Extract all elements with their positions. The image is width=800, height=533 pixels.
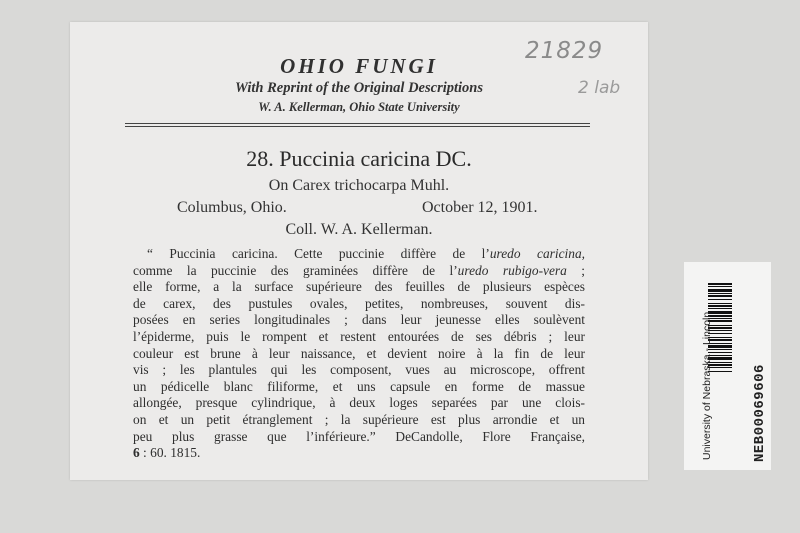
original-description bbox=[133, 246, 585, 462]
barcode-institution: University of Nebraska - Lincoln bbox=[701, 311, 713, 460]
host-plant: On Carex trichocarpa Muhl. bbox=[268, 177, 450, 194]
header-author: W. A. Kellerman, Ohio State University bbox=[258, 100, 460, 114]
header-rule bbox=[125, 123, 590, 124]
collection-date: October 12, 1901. bbox=[422, 199, 538, 216]
species-name: 28. Puccinia caricina DC. bbox=[246, 146, 472, 171]
header-rule bbox=[125, 126, 590, 127]
handwritten-number: 21829 bbox=[525, 38, 604, 64]
description-line: posées en series longitudinales ; dans leur jeunesse elles soulèvent bbox=[133, 312, 585, 328]
description-line: l’épiderme, puis le rompent et restent entourées de ses débris ; leur bbox=[133, 328, 585, 344]
description-line: comme la puccinie des graminées diffère de l’uredo rubigo-vera ; bbox=[133, 262, 585, 278]
description-line: allongée, presque cylindrique, à deux loges separées par une clois- bbox=[133, 395, 585, 411]
description-line: “ Puccinia caricina. Cette puccinie diffère de l’uredo caricina, bbox=[147, 246, 585, 261]
barcode-number: NEB00069606 bbox=[752, 364, 768, 462]
description-line: couleur est brune à leur naissance, et devient noire à la fin de leur bbox=[133, 345, 585, 361]
collector: Coll. W. A. Kellerman. bbox=[285, 221, 433, 238]
description-line: 6 : 60. 1815. bbox=[133, 445, 201, 461]
locality: Columbus, Ohio. bbox=[177, 199, 287, 216]
handwritten-note: 2 lab bbox=[578, 78, 621, 98]
header-title: OHIO FUNGI bbox=[280, 54, 438, 78]
description-line: un pédicelle blanc filiforme, et uns capsule en forme de massue bbox=[133, 378, 585, 394]
header-subtitle: With Reprint of the Original Descriptions bbox=[234, 80, 483, 96]
description-line: peu plus grasse que l’inférieure.” DeCandolle, Flore Française, bbox=[133, 428, 585, 444]
specimen-label bbox=[70, 22, 648, 480]
description-line: on et un petit étranglement ; la supérieure est plus arrondie et un bbox=[133, 411, 585, 427]
description-line: elle forme, a la surface supérieure des feuilles de plusieurs espèces bbox=[133, 279, 585, 295]
description-line: de carex, des pustules ovales, petites, nombreuses, souvent dis- bbox=[133, 295, 585, 311]
description-line: vis ; les plantules qui les composent, vues au microscope, offrent bbox=[133, 362, 585, 378]
